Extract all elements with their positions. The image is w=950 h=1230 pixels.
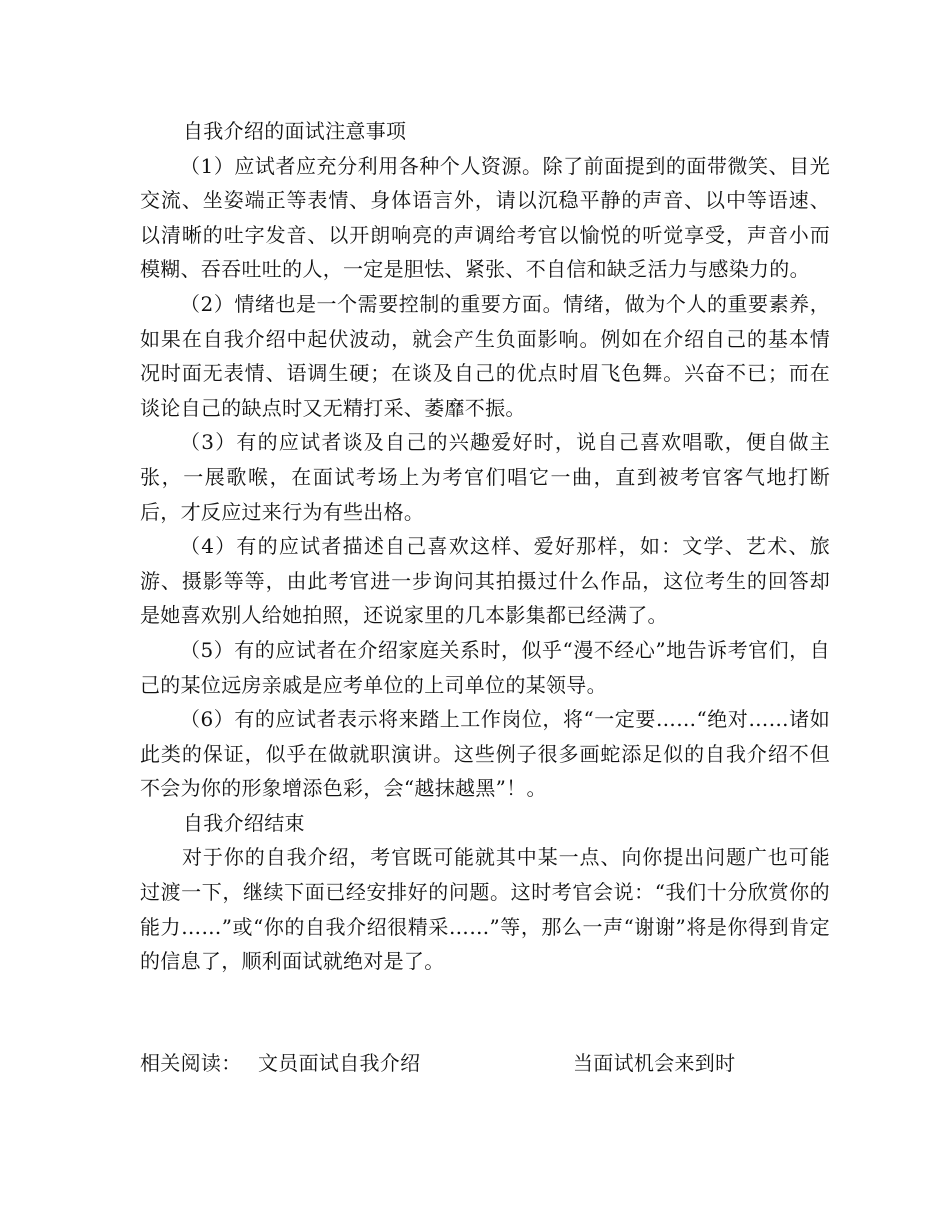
paragraph-2: （2）情绪也是一个需要控制的重要方面。情绪，做为个人的重要素养，如果在自我介绍中起伏波动，就会产生负面影响。例如在介绍自己的基本情况时面无表情、语调生硬；在谈及自己的优点时眉飞色舞。兴奋不已；而在谈论自己的缺点时又无精打采、萎靡不振。 [140,291,830,420]
related-link-resume-intro[interactable]: 文员面试自我介绍 [258,1051,421,1075]
paragraph-3: （3）有的应试者谈及自己的兴趣爱好时，说自己喜欢唱歌，便自做主张，一展歌喉，在面试考场上为考官们唱它一曲，直到被考官客气地打断后，才反应过来行为有些出格。 [140,430,830,524]
section-title: 自我介绍结束 [183,810,305,835]
paragraph-4: （4）有的应试者描述自己喜欢这样、爱好那样，如：文学、艺术、旅游、摄影等等，由此考官进一步询问其拍摄过什么作品，这位考生的回答却是她喜欢别人给她拍照，还说家里的几本影集都已经满了。 [140,534,830,628]
related-link-interview-opportunity[interactable]: 当面试机会来到时 [573,1051,736,1075]
document-body [140,114,830,979]
paragraph-1: （1）应试者应充分利用各种个人资源。除了前面提到的面带微笑、目光交流、坐姿端正等表情、身体语言外，请以沉稳平静的声音、以中等语速、以清晰的吐字发音、以开朗响亮的声调给考官以愉悦的听觉享受，声音小而模糊、吞吞吐吐的人，一定是胆怯、紧张、不自信和缺乏活力与感染力的。 [140,153,830,282]
paragraph-5: （5）有的应试者在介绍家庭关系时，似乎“漫不经心”地告诉考官们，自己的某位远房亲戚是应考单位的上司单位的某领导。 [140,637,830,697]
related-reading-label: 相关阅读： [140,1051,242,1075]
closing-paragraph: 对于你的自我介绍，考官既可能就其中某一点、向你提出问题广也可能过渡一下，继续下面已经安排好的问题。这时考官会说：“我们十分欣赏你的能力……”或“你的自我介绍很精采……”等，那么一声“谢谢”将是你得到肯定的信息了，顺利面试就绝对是了。 [140,845,830,974]
document-title: 自我介绍的面试注意事项 [183,119,407,143]
paragraph-6: （6）有的应试者表示将来踏上工作岗位，将“一定要……“绝对……诸如此类的保证，似乎在做就职演讲。这些例子很多画蛇添足似的自我介绍不但不会为你的形象增添色彩，会“越抹越黑”！。 [140,707,830,801]
